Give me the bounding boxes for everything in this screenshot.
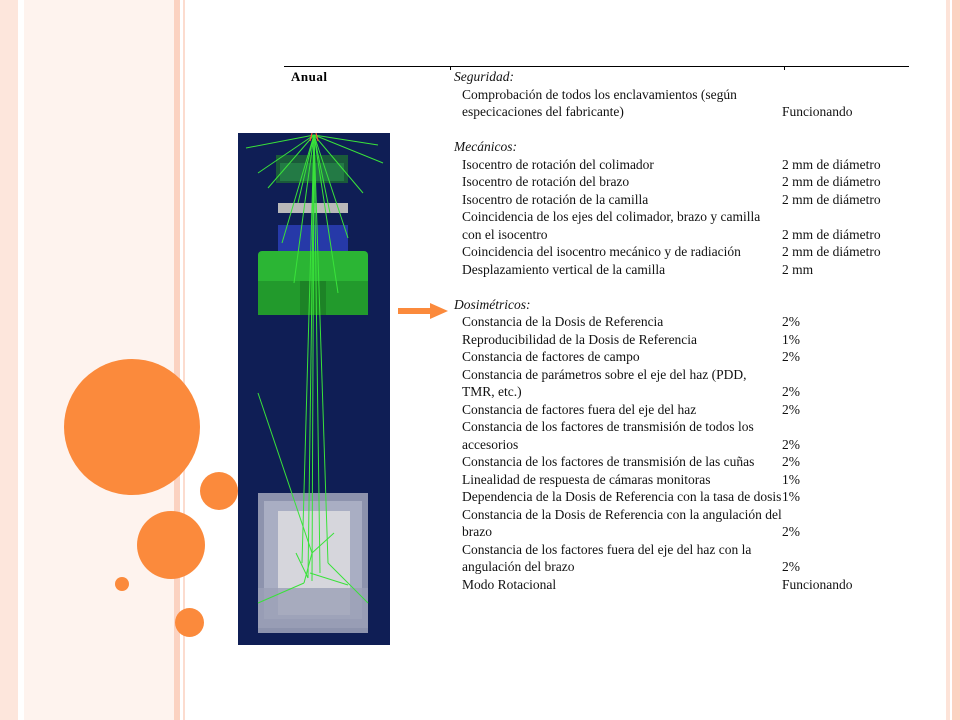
row-description: Modo Rotacional [462, 576, 557, 592]
decor-circle-small [175, 608, 204, 637]
section-title: Dosimétricos: [454, 296, 531, 312]
decor-circle-tiny [115, 577, 129, 591]
row-description: Comprobación de todos los enclavamientos (según especicaciones del fabricante) [462, 86, 737, 119]
table-row [454, 86, 909, 121]
table-row [454, 453, 909, 471]
section-title: Seguridad: [454, 69, 514, 84]
decor-circle-medium-2 [137, 511, 205, 579]
row-tolerance: 2% [782, 401, 800, 417]
row-tolerance: 2% [782, 384, 800, 399]
row-description: Dependencia de la Dosis de Referencia con la tasa de dosis [462, 489, 782, 504]
decor-circle-large [64, 359, 200, 495]
row-description: Constancia de los factores de transmisión de las cuñas [462, 454, 755, 469]
table-row [454, 401, 909, 419]
row-description: Reproducibilidad de la Dosis de Referencia [462, 331, 698, 347]
row-description: Constancia de factores de campo [462, 349, 640, 364]
row-description: Coincidencia del isocentro mecánico y de radiación [462, 244, 741, 259]
row-tolerance: 2% [782, 349, 800, 364]
table-sections [454, 68, 909, 611]
row-description: Constancia de los factores fuera del eje del haz con la angulación del brazo [462, 541, 752, 574]
table-row [454, 506, 909, 541]
row-description: Coincidencia de los ejes del colimador, brazo y camilla con el isocentro [462, 209, 761, 242]
row-tolerance: 1% [782, 471, 800, 487]
table-row [454, 261, 909, 279]
row-tolerance: 2 mm de diámetro [782, 191, 881, 207]
row-tolerance: 2 mm [782, 261, 814, 277]
row-tolerance: 2 mm de diámetro [782, 244, 881, 259]
row-description: Constancia de los factores de transmisión de todos los accesorios [462, 419, 754, 452]
table-row [454, 348, 909, 366]
row-tolerance: 2% [782, 559, 800, 574]
table-row [454, 576, 909, 594]
table-row [454, 243, 909, 261]
decor-circle-medium [200, 472, 238, 510]
row-description: Linealidad de respuesta de cámaras monitoras [462, 471, 711, 487]
row-description: Isocentro de rotación de la camilla [462, 191, 649, 207]
arrow-right-icon [398, 303, 448, 319]
row-tolerance: 2% [782, 524, 800, 539]
row-tolerance: 2 mm de diámetro [782, 156, 881, 172]
row-description: Isocentro de rotación del brazo [462, 174, 630, 189]
table-section [454, 296, 909, 594]
row-tolerance: Funcionando [782, 576, 853, 592]
table-row [454, 156, 909, 174]
row-description: Constancia de parámetros sobre el eje del haz (PDD, TMR, etc.) [462, 366, 747, 399]
table-row [454, 471, 909, 489]
row-tolerance: 2% [782, 436, 800, 452]
row-tolerance: 2% [782, 454, 800, 469]
table-row [454, 488, 909, 506]
row-description: Desplazamiento vertical de la camilla [462, 261, 666, 277]
table-row [454, 313, 909, 331]
table-section [454, 68, 909, 121]
table-row [454, 191, 909, 209]
row-tolerance: 2 mm de diámetro [782, 226, 881, 242]
section-title: Mecánicos: [454, 139, 517, 154]
right-stripe [946, 0, 960, 720]
left-stripe-outer [0, 0, 18, 720]
table-top-rule [284, 66, 909, 67]
left-stripe-band [24, 0, 174, 720]
row-tolerance: 1% [782, 331, 800, 347]
row-description: Isocentro de rotación del colimador [462, 156, 654, 172]
table-col-rule-1 [450, 66, 451, 70]
row-tolerance: 1% [782, 489, 800, 504]
table-row [454, 208, 909, 243]
row-description: Constancia de la Dosis de Referencia [462, 314, 664, 329]
table-section [454, 138, 909, 278]
row-description: Constancia de la Dosis de Referencia con la angulación del brazo [462, 506, 782, 539]
row-tolerance: Funcionando [782, 104, 853, 119]
table-row [454, 331, 909, 349]
table-row [454, 366, 909, 401]
period-label: Anual [291, 69, 328, 84]
row-description: Constancia de factores fuera del eje del haz [462, 401, 697, 417]
table-row [454, 418, 909, 453]
table-row [454, 541, 909, 576]
linac-simulation-image [238, 133, 390, 645]
row-tolerance: 2% [782, 314, 800, 329]
row-tolerance: 2 mm de diámetro [782, 174, 881, 189]
table-row [454, 173, 909, 191]
